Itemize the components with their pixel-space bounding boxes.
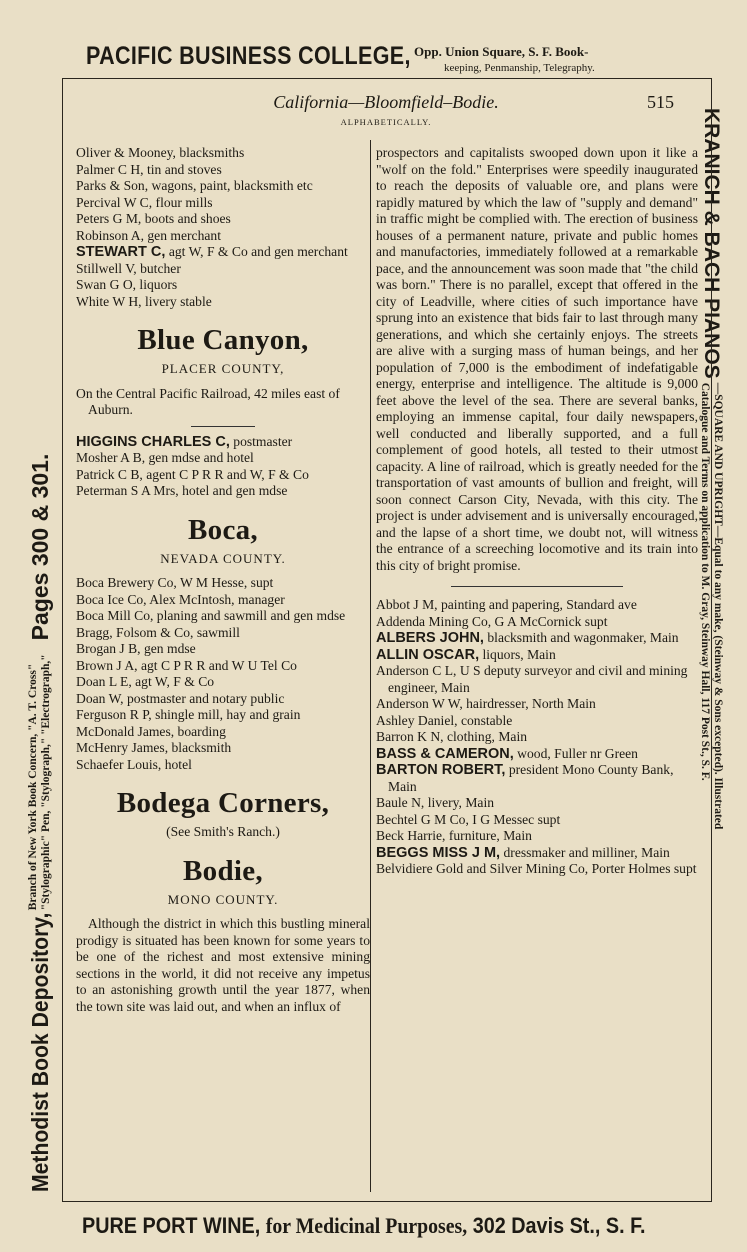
list-item: Doan W, postmaster and notary public (76, 690, 285, 706)
town-description: On the Central Pacific Railroad, 42 miles east of Auburn. (76, 385, 340, 417)
entry-detail: blacksmith and wagonmaker, Main (483, 630, 679, 645)
bold-name: STEWART C, (76, 244, 166, 260)
list-item: Doan L E, agt W, F & Co (76, 674, 215, 689)
entry-detail: Baule N, livery, Main (376, 795, 495, 810)
right-column (376, 145, 698, 878)
list-item: Palmer C H, tin and stoves (76, 161, 222, 177)
right-ad-line1: —SQUARE AND UPRIGHT—Equal to any make, (Steinway & Sons excepted). Illustrated (712, 382, 724, 830)
left-margin-advertisement (22, 132, 58, 1192)
list-item (376, 614, 698, 631)
entry-detail: liquors, Main (479, 646, 556, 662)
list-item: McDonald James, boarding (76, 723, 226, 739)
list-item (376, 746, 698, 763)
bold-name: BASS & CAMERON, (376, 745, 514, 762)
entry-detail: dressmaker and milliner, Main (500, 844, 670, 860)
list-item (376, 795, 698, 812)
bold-name: HIGGINS CHARLES C, (76, 433, 230, 450)
list-item (376, 729, 698, 746)
list-item: Oliver & Mooney, blacksmiths (76, 145, 245, 160)
bold-name: BARTON ROBERT, (376, 762, 506, 778)
divider (451, 586, 623, 587)
list-item: Boca Brewery Co, W M Hesse, supt (76, 575, 274, 590)
list-item: Schaefer Louis, hotel (76, 756, 192, 772)
left-ad-line2: "Stylographic" Pen, "Stylograph," "Electrograph," (40, 654, 52, 911)
bottom-ad-part2: for Medicinal Purposes, (265, 1213, 468, 1238)
list-item (376, 812, 698, 829)
county-label: MONO COUNTY. (167, 891, 279, 907)
left-ad-line1: Branch of New York Book Concern, "A. T. Cross" (27, 663, 39, 911)
running-head: California—Bloomfield–Bodie. (273, 92, 499, 112)
list-item: Brogan J B, gen mdse (76, 641, 196, 656)
column-divider (370, 140, 371, 1192)
town-heading-bodega-corners: Bodega Corners, (116, 787, 330, 819)
left-ad-pages: Pages 300 & 301. (26, 453, 53, 641)
bodie-description: Although the district in which this bustling mineral prodigy is situated has been known for some years to be one of the richest and most extensive mining sections in the world, it did not receive any impetus to an astonishing growth until the year 1877, when the town site was laid out, and when an influx of (76, 916, 370, 1014)
top-advertisement (86, 40, 706, 82)
entry-detail: agt W, F & Co and gen merchant (165, 244, 348, 259)
list-item (376, 647, 698, 664)
alphabetically-label: ALPHABETICALLY. (340, 117, 432, 127)
list-item (376, 630, 698, 647)
list-item: Peterman S A Mrs, hotel and gen mdse (76, 483, 288, 498)
entry-detail: Bechtel G M Co, I G Messec supt (376, 811, 561, 827)
list-item: Swan G O, liquors (76, 277, 178, 292)
left-column (76, 145, 370, 1015)
town-heading-bodie: Bodie, (183, 854, 263, 887)
entry-detail: president Mono County Bank, Main (388, 762, 674, 794)
entry-detail: Ashley Daniel, constable (376, 712, 513, 728)
bold-name: ALBERS JOHN, (376, 630, 484, 646)
list-item (76, 434, 370, 451)
list-item: Stillwell V, butcher (76, 260, 181, 276)
right-ad-main: KRANICH & BACH PIANOS (700, 108, 723, 379)
list-item: White W H, livery stable (76, 293, 212, 309)
bodie-description-continued: prospectors and capitalists swooped down upon it like a "wolf on the fold." Enterprises were speedily inaugurated to reach the deposits of valuable ore, and plans were rapidly matured by which the law of "supply and demand" in traffic might be complied with. The erection of business houses of a permanent nature, private and public homes and manufactories, immediately followed at a remarkable pace, and the announcement was soon made that "the child was born." There is no parallel, except that offered in the city of Leadville, where cities of such importance have sprung into an existence that bids fair to last through many generations, and which she certainly enjoys. The streets are alive with a surging mass of human beings, and her population of 7,000 is the embodiment of indefatigable energy, enterprise and intelligence. The altitude is 9,000 feet above the level of the sea. There are several banks, employing an immense capital, four daily newspapers, well conducted and liberally supported, and a full complement of good hotels, all tested to their utmost capacity. A line of railroad, which is greatly needed for the transportation of vast amounts of bullion and freight, will soon connect Carson City, Nevada, with this city. The project is under advisement and is universally encouraged, and the lapse of a short time, we doubt not, will witness the entrance of a screeching locomotive and its train into this city of bright promise. (376, 145, 698, 573)
list-item: Boca Ice Co, Alex McIntosh, manager (76, 591, 285, 607)
list-item: Ferguson R P, shingle mill, hay and grain (76, 707, 301, 722)
list-item (76, 244, 370, 261)
entry-detail: Addenda Mining Co, G A McCornick supt (376, 613, 608, 629)
list-item: Bragg, Folsom & Co, sawmill (76, 624, 240, 640)
bold-name: ALLIN OSCAR, (376, 646, 480, 663)
page-number: 515 (647, 92, 674, 112)
town-heading-blue-canyon: Blue Canyon, (137, 324, 309, 356)
entry-detail: Abbot J M, painting and papering, Standard ave (376, 597, 637, 612)
left-ad-detail (27, 654, 53, 910)
entry-detail: postmaster (229, 433, 293, 449)
list-item: Boca Mill Co, planing and sawmill and gen mdse (76, 608, 346, 623)
bottom-ad-part1: PURE PORT WINE, (82, 1213, 261, 1238)
top-ad-line2: keeping, Penmanship, Telegraphy. (444, 62, 595, 74)
top-ad-main: PACIFIC BUSINESS COLLEGE, (86, 42, 411, 70)
list-item: Brown J A, agt C P R R and W U Tel Co (76, 657, 297, 673)
entry-detail: Anderson C L, U S deputy surveyor and civil and mining engineer, Main (376, 663, 688, 695)
list-item (376, 762, 698, 795)
entry-detail: Anderson W W, hairdresser, North Main (376, 696, 596, 711)
list-item (376, 696, 698, 713)
list-item (376, 828, 698, 845)
entry-detail: Belvidiere Gold and Silver Mining Co, Porter Holmes supt (376, 861, 697, 876)
right-ad-line2: Catalogue and Terms on application to M. Gray, Steinway Hall, 117 Post St., S. F. (699, 382, 711, 781)
list-item: Peters G M, boots and shoes (76, 211, 231, 226)
list-item: Percival W C, flour mills (76, 194, 213, 210)
list-item (376, 597, 698, 614)
list-item: Mosher A B, gen mdse and hotel (76, 450, 254, 465)
entry-detail: Barron K N, clothing, Main (376, 729, 528, 744)
bold-name: BEGGS MISS J M, (376, 844, 501, 861)
divider (191, 426, 255, 427)
cross-reference-note: (See Smith's Ranch.) (166, 824, 280, 839)
bottom-ad-part3: 302 Davis St., S. F. (472, 1213, 646, 1238)
list-item: Patrick C B, agent C P R R and W, F & Co (76, 466, 309, 482)
list-item (376, 713, 698, 730)
list-item: Robinson A, gen merchant (76, 227, 221, 243)
left-ad-main: Methodist Book Depository, (26, 912, 53, 1192)
list-item (376, 845, 698, 862)
list-item: McHenry James, blacksmith (76, 740, 232, 755)
county-label: PLACER COUNTY, (161, 361, 285, 376)
town-heading-boca: Boca, (188, 513, 258, 546)
county-label: NEVADA COUNTY. (160, 550, 286, 566)
list-item (376, 663, 698, 696)
list-item (376, 861, 698, 878)
list-item: Parks & Son, wagons, paint, blacksmith etc (76, 178, 313, 193)
top-ad-line1: Opp. Union Square, S. F. Book- (414, 44, 589, 59)
entry-detail: wood, Fuller nr Green (513, 745, 638, 761)
bottom-advertisement (82, 1213, 645, 1239)
entry-detail: Beck Harrie, furniture, Main (376, 828, 532, 843)
